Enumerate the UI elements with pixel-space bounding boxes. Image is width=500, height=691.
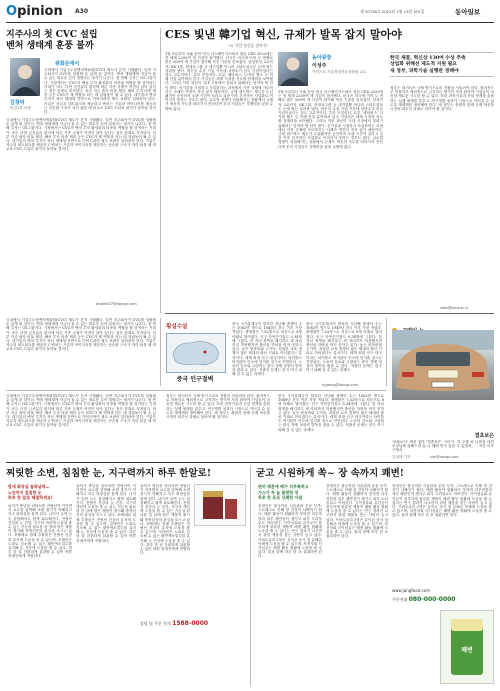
left-ad-order [140, 620, 244, 627]
divider-mid [6, 390, 386, 391]
subhead-line1: 한국 제품, 혁신상 130여 수상 추축 [390, 54, 466, 61]
center-subtitle: 〈뉴 기업 정신을 찾아서〉 [226, 43, 271, 48]
strip-body-col2: 중국 국가통계국이 발표한 지난해 출생아 수는 1062만 명으로 1949년 건국 이후 가장 적었다. 출생률은 7.52명으로 처음으로 8명 아래로 떨어졌다. 인구 자연증가율도 0.34명에 그쳤다. 한 자녀 정책을 폐지하고 세 자녀까지 허용했지만 출산율 하락을 막지 못하고 있다. 높은 양육비와 주거비, 치열한 교육 경쟁이 젊은 세대의 출산 기피로 이어졌다는 분석이다. 세계 최대 인구 대국이라는 타이틀도 머지않아 인도에 넘겨줄 것으로 전망된다. 노동력 감소와 고령화는 중국 경제 성장의 발목을 잡을 수 있다. 저출산 문제는 한국 역시 피해 갈 수 없는 과제다. [306, 322, 382, 373]
author-role: 산업1부 차장 [10, 106, 31, 110]
left-ad-body-col2: 남자가 중년을 넘어서면 전립선이 커지면서 요도를 압박해 소변 줄기가 약해지고 자주 화장실을 찾게 된다. 나이가 들면 눈도 침침해지고 쉽게 피로해진다. 전립선 건강과 눈 건강, 지구력 개선에 도움을 줄 수 있는 기능성 원료를 한 알에 담은 제품이 출시돼 중장년층의 관심을 모으고 있다. 쏘팔메토 열매 추출물은 전립선 건강의 유지에 도움을 줄 수 있으며, 루테인은 노화로 감소될 수 있는 황반색소밀도를 유지해 눈 건강에 도움을 줄 수 있다. 하루 한 알 간편하게 섭취할 수 있어 바쁜 현대인에게 적합하다. [76, 484, 136, 543]
divider-strip-right [386, 318, 387, 386]
center-body-lower1: 정부는 네거티브 규제 방식으로의 전환을 서둘러야 한다. 원칙적으로 허용하고 예외적으로 금지하는 방식이 자리 잡아야 기업들이 마음껏 새로운 시도를 할 수 있다. 또한 과학기술과 산업 정책을 총괄하는 실행 체계를 갖추고, 연구개발 성과가 시장으로 이어질 수 있도록 생태계를 정비해야 한다. 새 정부는 출범과 함께 규제 혁신을 국정의 최우선 과제로 삼아야 할 것이다. [166, 394, 270, 420]
center-column-title: CES 빛낸 韓기업 혁신, 규제가 발목 잡지 말아야 [165, 28, 402, 41]
right-ad-body-col2: 현대인은 불규칙한 식습관과 운동 부족, 스트레스로 인해 장 건강이 나빠지기 쉽다. 배변 활동이 원활하지 못하면 더부룩함과 복부 팽만감이 생기고 피부 트러블로도 이어진다. 식이섬유와 유산균이 풍부하게 함유된 제품이 배변 활동 원활에 도움을 줄 수 있다는 연구 결과가 나오면서 관련 제품을 찾는 사람이 늘고 있다. 프락토올리고당은 유익균 증식 및 유해균 억제에 도움을 줄 수 있으며, 차전자피 식이섬유는 배변 활동 원활에 도움을 줄 수 있다. 물과 함께 하루 한 포 섭취하면 된다. [326, 484, 388, 539]
person-icon [10, 58, 40, 96]
photographer-email: kim@donga.com [430, 455, 459, 459]
left-body-main: 국내에서 기업주도형벤처캐피털(CVC) 제도가 본격 시행됐다. 일반 지주회사가 CVC를 설립할 수 있게 된 것이다. 벤처 생태계에 자금이 돌 수 있는 새로운 길이 열렸다는 평가가 나온다. 첫 번째 주자는 GS그룹이다. 시장에서는 CVC가 벤처 투자 활성화의 마중물 역할을 할 것이라는 기대가 크다. 다만 금산분리 원칙에 따른 각종 규제가 여전히 남아 있다는 점은 한계로 지적된다. 외부 자금 출자 비율 제한, 해외 투자 비중 제한 등은 CVC가 제 역할을 하는 데 걸림돌이 될 수 있다. 대기업의 벤처 투자가 혁신 생태계 전반으로 이어지려면 제도 보완이 뒤따라야 한다. 기업은 자금과 네트워크를 제공하고 벤처는 기술과 아이디어를 제공하는 선순환 구조가 자리 잡을 때 비로소 CVC 도입의 취지가 살아날 것이다. [6, 118, 156, 152]
right-ad-order [392, 596, 492, 603]
left-ad-phone: 1588-0000 [172, 620, 209, 627]
left-body-lower: 국내에서 기업주도형벤처캐피털(CVC) 제도가 본격 시행됐다. 일반 지주회사가 CVC를 설립할 수 있게 된 것이다. 벤처 생태계에 자금이 돌 수 있는 새로운 길이 열렸다는 평가가 나온다. 첫 번째 주자는 GS그룹이다. 시장에서는 CVC가 벤처 투자 활성화의 마중물 역할을 할 것이라는 기대가 크다. 다만 금산분리 원칙에 따른 각종 규제가 여전히 남아 있다는 점은 한계로 지적된다. 외부 자금 출자 비율 제한, 해외 투자 비중 제한 등은 CVC가 제 역할을 하는 데 걸림돌이 될 수 있다. 대기업의 벤처 투자가 혁신 생태계 전반으로 이어지려면 제도 보완이 뒤따라야 한다. 기업은 자금과 네트워크를 제공하고 벤처는 기술과 아이디어를 제공하는 선순환 구조가 자리 잡을 때 비로소 CVC 도입의 취지가 살아날 것이다. [6, 394, 156, 428]
left-ad-sub3: 하루 한 알로 해결하세요! [8, 495, 53, 500]
center-body-lower2: 중국 국가통계국이 발표한 지난해 출생아 수는 1062만 명으로 1949년 건국 이후 가장 적었다. 출생률은 7.52명으로 처음으로 8명 아래로 떨어졌다. 인구 자연증가율도 0.34명에 그쳤다. 한 자녀 정책을 폐지하고 세 자녀까지 허용했지만 출산율 하락을 막지 못하고 있다. 높은 양육비와 주거비, 치열한 교육 경쟁이 젊은 세대의 출산 기피로 이어졌다는 분석이다. 세계 최대 인구 대국이라는 타이틀도 머지않아 인도에 넘겨줄 것으로 전망된다. 노동력 감소와 고령화는 중국 경제 성장의 발목을 잡을 수 있다. 저출산 문제는 한국 역시 피해 갈 수 없는 과제다. [278, 394, 384, 432]
center-subhead [390, 52, 494, 77]
car-rear-illustration [392, 330, 494, 400]
left-ad-order-label: 상담 및 주문 문의 [140, 621, 171, 626]
contributor-label: 동아광장 [312, 55, 332, 61]
right-ad-sub3: 하루 한 포로 상쾌한 아침 [258, 495, 303, 500]
person-icon [278, 52, 308, 86]
right-ad-sub1: 변비 때문에 배가 더부룩하고 [258, 484, 309, 489]
right-ad-body-col1: 현대인은 불규칙한 식습관과 운동 부족, 스트레스로 인해 장 건강이 나빠지기 쉽다. 배변 활동이 원활하지 못하면 더부룩함과 복부 팽만감이 생기고 피부 트러블로도 이어진다. 식이섬유와 유산균이 풍부하게 함유된 제품이 배변 활동 원활에 도움을 줄 수 있다는 연구 결과가 나오면서 관련 제품을 찾는 사람이 늘고 있다. 프락토올리고당은 유익균 증식 및 유해균 억제에 도움을 줄 수 있으며, 차전자피 식이섬유는 배변 활동 원활에 도움을 줄 수 있다. 물과 함께 하루 한 포 섭취하면 된다. [258, 504, 322, 559]
strip-body-col1: 중국 국가통계국이 발표한 지난해 출생아 수는 1062만 명으로 1949년 건국 이후 가장 적었다. 출생률은 7.52명으로 처음으로 8명 아래로 떨어졌다. 인구 자연증가율도 0.34명에 그쳤다. 한 자녀 정책을 폐지하고 세 자녀까지 허용했지만 출산율 하락을 막지 못하고 있다. 높은 양육비와 주거비, 치열한 교육 경쟁이 젊은 세대의 출산 기피로 이어졌다는 분석이다. 세계 최대 인구 대국이라는 타이틀도 머지않아 인도에 넘겨줄 것으로 전망된다. 노동력 감소와 고령화는 중국 경제 성장의 발목을 잡을 수 있다. 저출산 문제는 한국 역시 피해 갈 수 없는 과제다. [232, 322, 302, 377]
left-ad-sub2: 노안까지 침침한 눈 [8, 489, 42, 495]
subhead-rule-top [390, 52, 494, 53]
section-rest: pinion [17, 4, 63, 19]
page-number: A30 [75, 8, 88, 15]
divider-ad-center [250, 466, 251, 686]
photographer: 김성태 기자 [392, 455, 411, 459]
right-ad-body-col3: 현대인은 불규칙한 식습관과 운동 부족, 스트레스로 인해 장 건강이 나빠지기 쉽다. 배변 활동이 원활하지 못하면 더부룩함과 복부 팽만감이 생기고 피부 트러블로도 이어진다. 식이섬유와 유산균이 풍부하게 함유된 제품이 배변 활동 원활에 도움을 줄 수 있다는 연구 결과가 나오면서 관련 제품을 찾는 사람이 늘고 있다. 프락토올리고당은 유익균 증식 및 유해균 억제에 도움을 줄 수 있으며, 차전자피 식이섬유는 배변 활동 원활에 도움을 줄 수 있다. 물과 함께 하루 한 포 섭취하면 된다. [392, 484, 492, 518]
map-icon [167, 334, 225, 372]
divider-strip-left [160, 318, 161, 386]
subhead-line2: 상업화 위해선 제도적 지원 필요 [390, 61, 457, 68]
left-ad-body-col1: 남자가 중년을 넘어서면 전립선이 커지면서 요도를 압박해 소변 줄기가 약해지고 자주 화장실을 찾게 된다. 나이가 들면 눈도 침침해지고 쉽게 피로해진다. 전립선 건강과 눈 건강, 지구력 개선에 도움을 줄 수 있는 기능성 원료를 한 알에 담은 제품이 출시돼 중장년층의 관심을 모으고 있다. 쏘팔메토 열매 추출물은 전립선 건강의 유지에 도움을 줄 수 있으며, 루테인은 노화로 감소될 수 있는 황반색소밀도를 유지해 눈 건강에 도움을 줄 수 있다. 하루 한 알 간편하게 섭취할 수 있어 바쁜 현대인에게 적합하다. [8, 504, 72, 559]
left-ad-subheads [8, 484, 72, 501]
subhead-rule-bottom [390, 76, 494, 77]
strip-section-label: 횡설수설 [166, 324, 188, 330]
right-ad-phone: 080-000-0000 [408, 596, 456, 603]
contributor-email: sjlee@kaist.ac.kr [440, 306, 469, 310]
photo-caption-title: 결초보은 [474, 433, 494, 439]
column-label: 광화문에서 [55, 61, 80, 67]
masthead-rule [6, 22, 494, 23]
center-body-col3: 정부는 네거티브 규제 방식으로의 전환을 서둘러야 한다. 원칙적으로 허용하고 예외적으로 금지하는 방식이 자리 잡아야 기업들이 마음껏 새로운 시도를 할 수 있다. 또한 과학기술과 산업 정책을 총괄하는 실행 체계를 갖추고, 연구개발 성과가 시장으로 이어질 수 있도록 생태계를 정비해야 한다. 새 정부는 출범과 함께 규제 혁신을 국정의 최우선 과제로 삼아야 할 것이다. [390, 86, 494, 112]
issue-info: 제 30726호 2022년 1월 19일 화요일 [360, 9, 425, 14]
center-body-col2: 1월 5일부터 사흘 동안 미국 라스베이거스에서 열린 CES 2022에는 전 세계 2200여 개 기업이 참가했다. 한국은 미국에 이어 두 번째로 많은 500여 개 기업이 참가해 혁신 기술을 선보였다. 삼성전자, LG전자, SK그룹, 현대차그룹 등 대기업뿐 아니라 스타트업들도 눈에 띄는 성과를 냈다. 혁신상 수상 기업 가운데 상당수가 한국 기업이었다는 점도 고무적이다. 특히 모빌리티, 로봇, 메타버스, 디지털 헬스 등 미래 산업 분야에서 한국 기업들은 세계 시장을 선도할 잠재력을 보여줬다. 그러나 이런 혁신이 국내 시장에서 꽃피기 위해서는 넘어야 할 산이 많다. 신기술을 시험하고 사업화하는 과정에서 각종 규제에 가로막히는 사례가 여전히 적지 않기 때문이다. 규제 샌드박스 제도가 도입됐지만 승인까지 오랜 시간이 걸리고 실증 이후 본격적인 사업화로 이어지지 못하는 경우도 많다. 글로벌 경쟁이 치열해지는 상황에서 규제가 혁신의 속도를 따라가지 못한다면 우리 기업들은 경쟁력을 잃을 수밖에 없다. [278, 90, 383, 149]
left-ad-headline: 찌릿한 소변, 침침한 눈, 지구력까지 하루 한알로! [6, 468, 211, 479]
strip-email: hyjeong@donga.com [322, 383, 358, 387]
right-ad-headline: 굳고 시원하게 쏙~ 장 속까지 쾌변! [256, 468, 404, 479]
section-title [6, 4, 63, 19]
right-ad-product-image [440, 610, 494, 684]
right-ad-website: www.jangfood.com [392, 588, 431, 593]
product-box-icon [195, 485, 245, 525]
paper-name: 동아일보 [455, 8, 481, 16]
left-column-title [6, 30, 156, 52]
divider-left [160, 28, 161, 313]
strip-title: 중국 인구절벽 [176, 376, 214, 383]
photo-caption: '포뮬로러' 세상 좋아 '결혼보은' 스티커. 자 주행 차 나를을 대면 조상님께 잘해드린 분 나 혜택 받지 않을 수 있을까, ㅡ 서울 마포구에서 [392, 440, 494, 453]
divider-ads [6, 462, 494, 463]
car-photo [392, 330, 494, 400]
china-map-illustration [166, 333, 226, 373]
right-ad-sub2: 가스가 차 늘 불편한 장 [258, 489, 299, 495]
author-name: 김창덕 [10, 100, 25, 106]
center-body-col1: 1월 5일부터 사흘 동안 미국 라스베이거스에서 열린 CES 2022에는 전 세계 2200여 개 기업이 참가했다. 한국은 미국에 이어 두 번째로 많은 500여 개 기업이 참가해 혁신 기술을 선보였다. 삼성전자, LG전자, SK그룹, 현대차그룹 등 대기업뿐 아니라 스타트업들도 눈에 띄는 성과를 냈다. 혁신상 수상 기업 가운데 상당수가 한국 기업이었다는 점도 고무적이다. 특히 모빌리티, 로봇, 메타버스, 디지털 헬스 등 미래 산업 분야에서 한국 기업들은 세계 시장을 선도할 잠재력을 보여줬다. 그러나 이런 혁신이 국내 시장에서 꽃피기 위해서는 넘어야 할 산이 많다. 신기술을 시험하고 사업화하는 과정에서 각종 규제에 가로막히는 사례가 여전히 적지 않기 때문이다. 규제 샌드박스 제도가 도입됐지만 승인까지 오랜 시간이 걸리고 실증 이후 본격적인 사업화로 이어지지 못하는 경우도 많다. 글로벌 경쟁이 치열해지는 상황에서 규제가 혁신의 속도를 따라가지 못한다면 우리 기업들은 경쟁력을 잃을 수밖에 없다. [165, 52, 273, 111]
divider-center [165, 313, 494, 314]
left-body-continued: 국내에서 기업주도형벤처캐피털(CVC) 제도가 본격 시행됐다. 일반 지주회사가 CVC를 설립할 수 있게 된 것이다. 벤처 생태계에 자금이 돌 수 있는 새로운 길이 열렸다는 평가가 나온다. 첫 번째 주자는 GS그룹이다. 시장에서는 CVC가 벤처 투자 활성화의 마중물 역할을 할 것이라는 기대가 크다. 다만 금산분리 원칙에 따른 각종 규제가 여전히 남아 있다는 점은 한계로 지적된다. 외부 자금 출자 비율 제한, 해외 투자 비중 제한 등은 CVC가 제 역할을 하는 데 걸림돌이 될 수 있다. 대기업의 벤처 투자가 혁신 생태계 전반으로 이어지려면 제도 보완이 뒤따라야 한다. 기업은 자금과 네트워크를 제공하고 벤처는 기술과 아이디어를 제공하는 선순환 구조가 자리 잡을 때 비로소 CVC 도입의 취지가 살아날 것이다. [6, 318, 156, 352]
left-ad-sub1: 밤새 화장실 들락날락… [8, 484, 50, 489]
contributor-role: 카이스트 기술경영전문대학원 교수 [312, 70, 367, 74]
left-title-line1: 지주사의 첫 CVC 설립 [6, 30, 98, 40]
contributor-photo [278, 52, 308, 86]
left-title-line2: 벤처 생태계 훈풍 불까 [6, 41, 94, 51]
section-initial: O [6, 4, 18, 19]
author-email: drake007@donga.com [96, 302, 137, 306]
left-body-intro: 국내에서 기업주도형벤처캐피털(CVC) 제도가 본격 시행됐다. 일반 지주회사가 CVC를 설립할 수 있게 된 것이다. 벤처 생태계에 자금이 돌 수 있는 새로운 길이 열렸다는 평가가 나온다. 첫 번째 주자는 GS그룹이다. 시장에서는 CVC가 벤처 투자 활성화의 마중물 역할을 할 것이라는 기대가 크다. 다만 금산분리 원칙에 따른 각종 규제가 여전히 남아 있다는 점은 한계로 지적된다. 외부 자금 출자 비율 제한, 해외 투자 비중 제한 등은 CVC가 제 역할을 하는 데 걸림돌이 될 수 있다. 대기업의 벤처 투자가 혁신 생태계 전반으로 이어지려면 제도 보완이 뒤따라야 한다. 기업은 자금과 네트워크를 제공하고 벤처는 기술과 아이디어를 제공하는 선순환 구조가 자리 잡을 때 비로소 CVC 도입의 취지가 살아날 것이다. [44, 68, 156, 115]
author-photo [10, 58, 40, 96]
right-ad-product-label: 쾌변 [461, 647, 473, 654]
contributor-name: 이성주 [312, 63, 327, 69]
left-ad-product-image [194, 484, 246, 526]
right-ad-subheads [258, 484, 322, 501]
right-ad-order-label: 주문전화 [392, 597, 408, 602]
left-ad-body-col3: 남자가 중년을 넘어서면 전립선이 커지면서 요도를 압박해 소변 줄기가 약해지고 자주 화장실을 찾게 된다. 나이가 들면 눈도 침침해지고 쉽게 피로해진다. 전립선 건강과 눈 건강, 지구력 개선에 도움을 줄 수 있는 기능성 원료를 한 알에 담은 제품이 출시돼 중장년층의 관심을 모으고 있다. 쏘팔메토 열매 추출물은 전립선 건강의 유지에 도움을 줄 수 있으며, 루테인은 노화로 감소될 수 있는 황반색소밀도를 유지해 눈 건강에 도움을 줄 수 있다. 하루 한 알 간편하게 섭취할 수 있어 바쁜 현대인에게 적합하다. [140, 484, 190, 556]
subhead-line3: 새 정부, 과학기술 실행관 정해야 [390, 67, 459, 74]
